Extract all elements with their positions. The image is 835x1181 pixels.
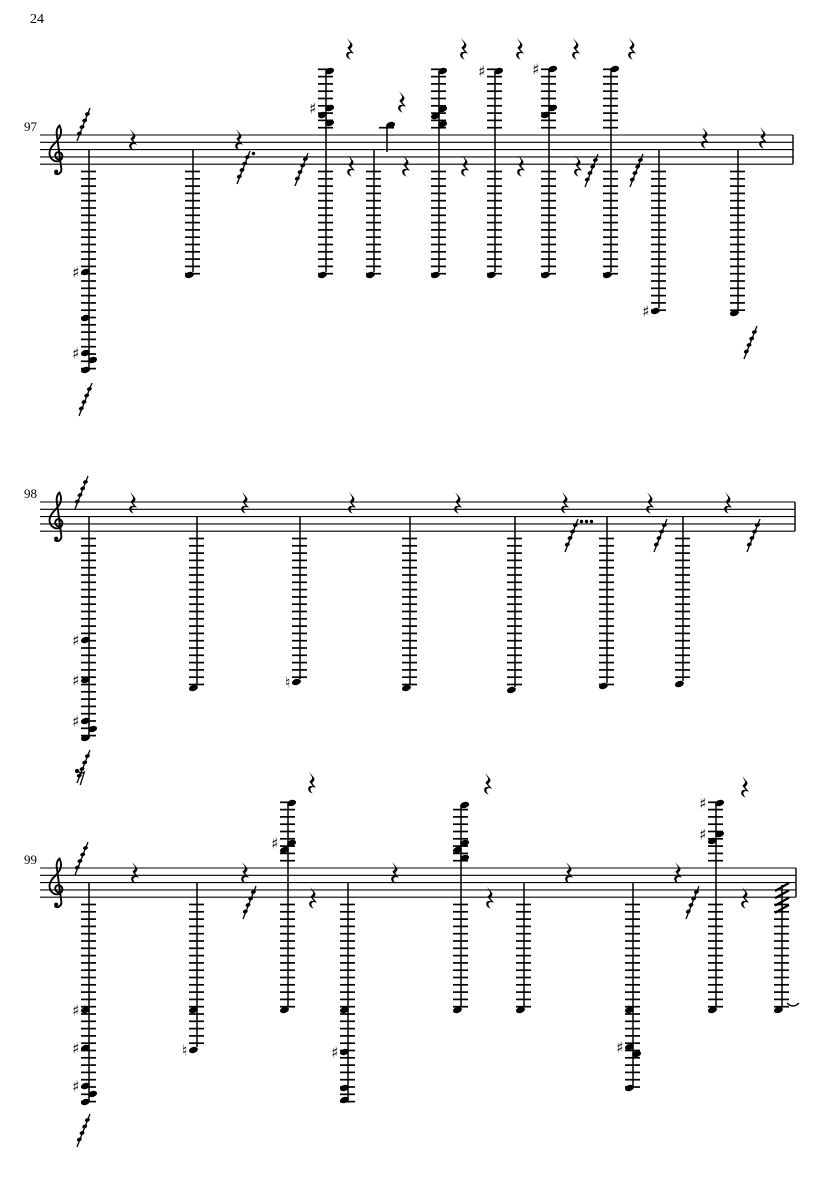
grace-run-icon bbox=[242, 886, 256, 919]
quarter-rest-icon bbox=[572, 38, 580, 60]
sharp-accidental: ♯ bbox=[616, 1038, 624, 1057]
quarter-rest-icon bbox=[402, 155, 410, 177]
notehead bbox=[365, 271, 376, 280]
quarter-rest-icon bbox=[398, 91, 406, 113]
quarter-rest-icon bbox=[460, 38, 468, 60]
note-column bbox=[182, 883, 204, 1060]
notehead bbox=[188, 1046, 199, 1055]
note-column bbox=[430, 67, 448, 280]
sharp-accidental: ♯ bbox=[642, 302, 650, 321]
notehead bbox=[486, 271, 497, 280]
notehead bbox=[598, 682, 609, 691]
sharp-accidental: ♯ bbox=[331, 1043, 339, 1062]
notehead bbox=[602, 271, 613, 280]
note-column bbox=[331, 883, 355, 1104]
grace-run-icon bbox=[743, 326, 757, 359]
sharp-accidental: ♯ bbox=[271, 834, 279, 853]
quarter-rest-icon bbox=[741, 776, 749, 798]
note-column bbox=[602, 65, 620, 280]
sharp-accidental: ♯ bbox=[72, 1039, 80, 1058]
grace-run-icon bbox=[629, 154, 643, 187]
sharp-accidental: ♯ bbox=[72, 344, 80, 363]
notehead bbox=[184, 271, 195, 280]
quarter-rest-icon bbox=[241, 492, 249, 514]
note-column bbox=[72, 883, 98, 1106]
quarter-rest-icon bbox=[129, 492, 137, 514]
quarter-rest-icon bbox=[517, 155, 525, 177]
grace-run-icon bbox=[76, 1114, 90, 1147]
grace-run-icon bbox=[685, 886, 699, 919]
note-column bbox=[285, 517, 307, 692]
note-column bbox=[72, 150, 98, 374]
note-column bbox=[642, 150, 666, 321]
grace-run-icon bbox=[74, 476, 88, 509]
sharp-accidental: ♯ bbox=[72, 631, 80, 650]
grace-run-icon bbox=[78, 383, 92, 416]
quarter-rest-icon bbox=[241, 862, 249, 884]
grace-run-icon bbox=[584, 154, 598, 187]
quarter-rest-icon bbox=[347, 155, 355, 177]
augmentation-dot bbox=[585, 520, 588, 523]
quarter-rest-icon bbox=[674, 862, 682, 884]
note-column bbox=[616, 883, 642, 1092]
augmentation-dot bbox=[590, 520, 593, 523]
note-column bbox=[478, 63, 504, 280]
system-measure-99 bbox=[24, 769, 799, 1147]
grace-run-icon bbox=[76, 750, 90, 783]
sharp-accidental: ♯ bbox=[72, 712, 80, 731]
quarter-rest-icon bbox=[565, 862, 573, 884]
quarter-rest-icon bbox=[348, 492, 356, 514]
quarter-rest-icon bbox=[724, 492, 732, 514]
note-column bbox=[401, 517, 417, 692]
natural-accidental: ♮ bbox=[182, 1041, 188, 1060]
quarter-rest-icon bbox=[391, 862, 399, 884]
sharp-accidental: ♯ bbox=[309, 99, 317, 118]
sharp-accidental: ♯ bbox=[72, 1001, 80, 1020]
notehead bbox=[317, 271, 328, 280]
quarter-rest-icon bbox=[129, 129, 137, 151]
quarter-rest-icon bbox=[628, 38, 636, 60]
measure-number: 99 bbox=[24, 852, 37, 867]
sharp-accidental: ♯ bbox=[72, 671, 80, 690]
note-column bbox=[188, 517, 204, 692]
notehead bbox=[430, 271, 441, 280]
sharp-accidental: ♯ bbox=[72, 263, 80, 282]
note-column bbox=[72, 517, 98, 742]
measure-number: 98 bbox=[24, 486, 37, 501]
note-column bbox=[379, 121, 396, 152]
note-column bbox=[515, 883, 531, 1014]
quarter-rest-icon bbox=[484, 773, 492, 795]
note-column bbox=[309, 67, 335, 280]
natural-accidental: ♮ bbox=[285, 673, 291, 692]
augmentation-dot bbox=[580, 520, 583, 523]
quarter-rest-icon bbox=[461, 155, 469, 177]
note-column bbox=[365, 150, 381, 279]
notehead bbox=[540, 271, 551, 280]
sharp-accidental: ♯ bbox=[72, 1077, 80, 1096]
notehead bbox=[674, 680, 685, 689]
note-column bbox=[598, 517, 614, 690]
quarter-rest-icon bbox=[574, 155, 582, 177]
note-column bbox=[729, 150, 745, 317]
quarter-rest-icon bbox=[346, 38, 354, 60]
quarter-rest-icon bbox=[646, 492, 654, 514]
note-column bbox=[452, 801, 470, 1015]
notehead bbox=[506, 686, 517, 695]
tie bbox=[787, 1003, 799, 1006]
note-column bbox=[532, 61, 558, 280]
quarter-rest-icon bbox=[516, 38, 524, 60]
sharp-accidental: ♯ bbox=[532, 60, 540, 79]
grace-run-icon bbox=[294, 153, 308, 186]
quarter-rest-icon bbox=[131, 862, 139, 884]
note-column bbox=[506, 517, 522, 694]
sharp-accidental: ♯ bbox=[699, 794, 707, 813]
quarter-rest-icon bbox=[308, 772, 316, 794]
grace-run-icon bbox=[74, 842, 88, 875]
quarter-rest-icon bbox=[561, 492, 569, 514]
grace-run-icon bbox=[236, 151, 255, 184]
grace-run-icon bbox=[76, 108, 90, 141]
quarter-rest-icon bbox=[701, 127, 709, 149]
system-measure-97 bbox=[24, 38, 793, 416]
augmentation-dot bbox=[252, 152, 255, 155]
quarter-rest-icon bbox=[235, 129, 243, 151]
notehead bbox=[650, 307, 661, 316]
note-column bbox=[773, 883, 799, 1014]
notehead bbox=[291, 678, 302, 687]
quarter-rest-icon bbox=[454, 492, 462, 514]
note-column bbox=[184, 150, 200, 279]
sharp-accidental: ♯ bbox=[478, 62, 486, 81]
quarter-rest-icon bbox=[759, 127, 767, 149]
measure-number: 97 bbox=[24, 119, 37, 134]
sharp-accidental: ♯ bbox=[699, 825, 707, 844]
system-measure-98 bbox=[24, 476, 795, 783]
note-column bbox=[699, 795, 725, 1015]
page-number: 24 bbox=[30, 12, 44, 27]
note-column bbox=[271, 799, 297, 1015]
note-column bbox=[674, 517, 690, 688]
